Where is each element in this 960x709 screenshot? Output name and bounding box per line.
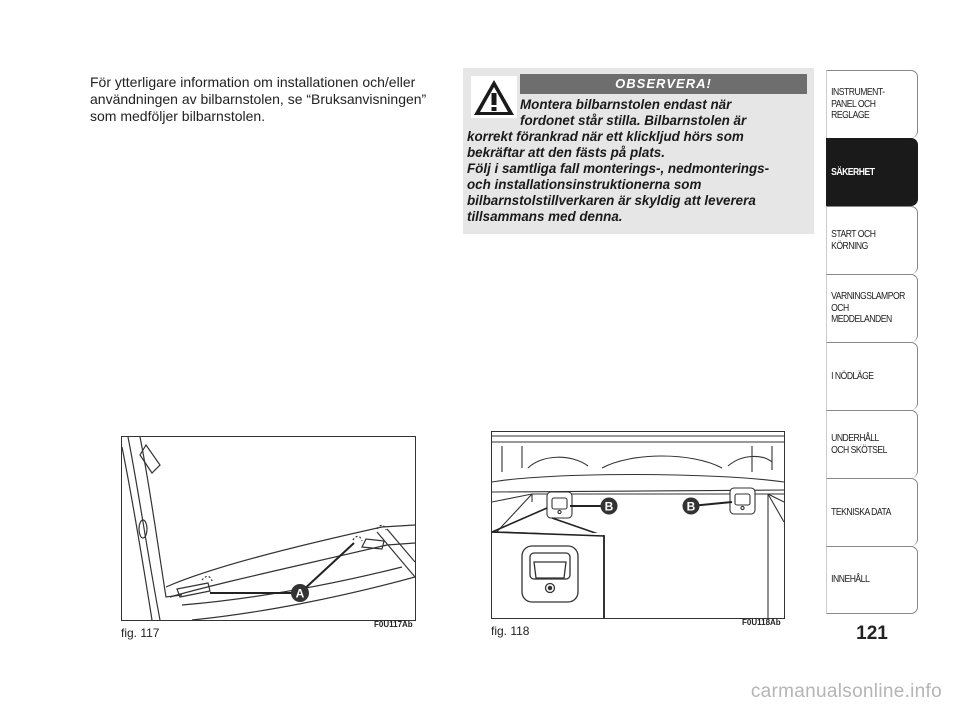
warning-line: korrekt förankrad när ett klickljud hörs som	[467, 129, 744, 144]
warning-line: bilbarnstolstillverkaren är skyldig att leverera	[467, 193, 756, 208]
intro-paragraph	[90, 74, 440, 125]
warning-text	[467, 97, 807, 225]
callout-b-label: B	[604, 499, 614, 514]
callout-a-label: A	[295, 586, 305, 601]
intro-line: användningen av bilbarnstolen, se “Bruksanvisningen”	[90, 91, 427, 107]
tab-label: I NÖDLÄGE	[831, 369, 874, 382]
tab-label: UNDERHÅLL OCH SKÖTSEL	[831, 432, 887, 456]
figure-118-code: F0U118Ab	[742, 618, 781, 627]
tab-label: INNEHÅLL	[831, 573, 870, 586]
tab-label: INSTRUMENT- PANEL OCH REGLAGE	[831, 86, 885, 122]
tab-warning-lights[interactable]	[826, 274, 918, 342]
tab-contents[interactable]	[826, 546, 918, 614]
tab-maintenance[interactable]	[826, 410, 918, 478]
figure-117-illustration	[121, 436, 416, 621]
page-number: 121	[856, 623, 888, 644]
warning-line: fordonet står stilla. Bilbarnstolen är	[520, 113, 747, 128]
warning-line: bekräftar att den fästs på plats.	[467, 145, 665, 160]
chapter-tabs	[826, 70, 918, 614]
warning-header: OBSERVERA!	[520, 74, 807, 94]
warning-line: tillsammans med denna.	[467, 209, 623, 224]
watermark: carmanualsonline.info	[750, 681, 942, 702]
tab-emergency[interactable]	[826, 342, 918, 410]
tab-label: START OCH KÖRNING	[831, 228, 876, 252]
warning-line: Följ i samtliga fall monterings-, nedmonterings-	[467, 161, 770, 176]
figure-118-illustration	[491, 431, 785, 619]
tab-technical-data[interactable]	[826, 478, 918, 546]
tab-label: VARNINGSLAMPOR OCH MEDDELANDEN	[831, 290, 905, 326]
tab-label: TEKNISKA DATA	[831, 505, 891, 518]
tab-label: SÄKERHET	[831, 165, 875, 178]
tab-instrument-panel[interactable]	[826, 70, 918, 138]
tab-safety[interactable]	[826, 138, 918, 206]
trunk-anchor-drawing	[492, 432, 784, 618]
figure-117-code: F0U117Ab	[374, 620, 413, 629]
intro-line: För ytterligare information om installationen och/eller	[90, 74, 416, 90]
tab-start-driving[interactable]	[826, 206, 918, 274]
warning-line: och installationsinstruktionerna som	[467, 177, 702, 192]
intro-line: som medföljer bilbarnstolen.	[90, 108, 266, 124]
callout-b-label: B	[686, 499, 696, 514]
figure-118-label: fig. 118	[491, 624, 530, 638]
figure-117-label: fig. 117	[121, 626, 160, 640]
warning-line: Montera bilbarnstolen endast när	[520, 97, 732, 112]
seat-anchor-drawing	[122, 437, 415, 620]
warning-box	[463, 68, 814, 234]
